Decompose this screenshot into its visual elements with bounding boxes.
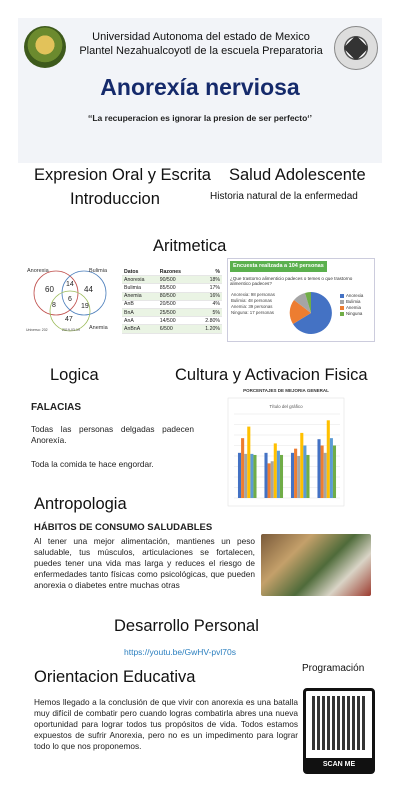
chart-bar [247,427,250,498]
section-introduccion: Introduccion [70,190,160,208]
orientacion-text: Hemos llegado a la conclusión de que vivir con anorexia es una batalla muy difícil de combatir pero cuando logras combatirla abres una nueva oportunidad para lograr todos tus propósitos de vida. Todos estamos expuestos de sufrir Anorexia, pero no es un impedimento para lograr todo lo que nos proponemos. [34,697,298,751]
chart-bar [291,453,294,498]
table-row [122,284,222,292]
bar-chart [200,386,372,511]
qr-code-pattern-icon [312,696,366,750]
chart-bar [244,454,247,498]
section-programacion: Programación [302,663,365,674]
table-cell: 90/500 [158,276,195,284]
venn-value: 6 [68,296,72,303]
chart-bar [324,453,327,498]
legend-item: Bulimia [346,299,361,304]
survey-line: Anorexia: 98 personas [231,292,275,297]
chart-bar [277,451,280,498]
venn-value: 60 [45,285,54,294]
qr-scan-label: SCAN ME [306,758,372,771]
venn-label-anemia: Anemia [89,325,108,331]
venn-value: 14 [66,281,74,288]
survey-lines [231,292,275,316]
chart-title: PORCENTAJES DE MEJORIA GENERAL [243,388,329,393]
table-cell: 5% [195,308,222,316]
venn-label-anorexia: Anorexia [27,268,49,274]
school-crest-icon [334,26,378,70]
table-row [122,325,222,333]
chart-bar [271,461,274,498]
chart-bar [297,456,300,498]
table-cell: AnB [122,300,158,308]
table-cell: BnA [122,308,158,316]
venn-diagram [26,263,118,333]
food-photo [261,534,371,596]
chart-bar [303,446,306,499]
chart-bar [300,433,303,498]
table-row [122,308,222,316]
university-crest-icon [24,26,66,68]
table-header: % [195,268,222,276]
razones-table [122,268,222,334]
table-row [122,317,222,325]
falacia-2: Toda la comida te hace engordar. [31,459,154,469]
table-cell: 25/500 [158,308,195,316]
survey-title: Encuesta realizada a 104 personas [230,261,327,272]
section-antropologia: Antropologia [34,495,127,513]
youtube-link[interactable]: https://youtu.be/GwHV-pvl70s [124,647,236,657]
habitos-text: Al tener una mejor alimentación, mantienes un peso saludable, tus músculos, articulaciones se fortalecen, puedes tener una vida mas larga y reduces el riesgo de enfermedades tanto físicas como psicológicas, que pueden anorexia o diabetes entre muchas otras [34,536,255,590]
survey-line: Anemia: 39 personas [231,304,273,309]
poster-quote: ‘‘La recuperacion es ignorar la presion de ser perfecto‘’ [87,113,313,123]
venn-label-bulimia: Bulimia [89,268,108,274]
venn-value: 44 [84,285,93,294]
table-cell: 17% [195,284,222,292]
university-line-2: Plantel Nezahualcoyotl de la escuela Preparatoria [79,45,323,57]
table-row [122,276,222,284]
chart-bar [327,420,330,498]
venn-value: 19 [81,303,89,310]
table-cell: AnA [122,317,158,325]
table-header-row [122,268,222,276]
section-desarrollo: Desarrollo Personal [114,617,259,635]
chart-bar [333,446,336,499]
university-line-1: Universidad Autonoma del estado de Mexico [92,31,310,43]
section-cultura: Cultura y Activacion Fisica [175,366,368,384]
table-cell: AnBnA [122,325,158,333]
chart-bar [241,438,244,498]
section-expresion: Expresion Oral y Escrita [34,166,211,184]
table-cell: 18% [195,276,222,284]
chart-bar [330,438,333,498]
survey-pie-chart [288,290,334,336]
legend-item: Anorexia [346,293,364,298]
table-cell: 20/500 [158,300,195,308]
chart-bar [317,439,320,498]
table-cell: 14/500 [158,317,195,325]
falacias-heading: FALACIAS [31,402,81,413]
chart-bar [238,453,241,498]
university-name [70,30,332,58]
section-aritmetica: Aritmetica [153,237,227,255]
chart-bar [280,455,283,498]
falacia-1: Todas las personas delgadas padecen Anorexía. [31,424,194,445]
table-cell: 80/500 [158,292,195,300]
table-cell: 6/500 [158,325,195,333]
survey-legend [340,293,363,317]
table-cell: 1.20% [195,325,222,333]
legend-item: Anemia [346,305,361,310]
section-salud: Salud Adolescente [229,166,366,184]
table-cell: Anorexia [122,276,158,284]
table-cell: 16% [195,292,222,300]
habitos-heading: HÁBITOS DE CONSUMO SALUDABLES [34,522,213,533]
survey-line: Bulimia: 48 personas [231,298,273,303]
chart-bar [274,443,277,498]
chart-bar [306,455,309,498]
table-cell: Bulimia [122,284,158,292]
section-orientacion: Orientacion Educativa [34,668,196,686]
table-cell: 85/500 [158,284,195,292]
chart-bar [321,446,324,499]
chart-bar [268,463,271,498]
survey-question: ¿Que trastorno alimenticio padeces o temes o que trastorno alimentico padeces? [230,276,353,286]
section-historia: Historia natural de la enfermedad [210,191,358,202]
venn-footer-left: Universo: 202 [26,328,48,332]
venn-value: 8 [52,302,56,309]
table-cell: Anemia [122,292,158,300]
chart-bar [294,449,297,498]
venn-footer-right: 2019-03-19 [62,328,80,332]
section-logica: Logica [50,366,99,384]
chart-bar [264,453,267,498]
venn-value: 47 [65,316,73,323]
chart-bar [253,455,256,498]
table-row [122,300,222,308]
table-header: Razones [158,268,195,276]
qr-code[interactable] [303,688,375,774]
poster-title: Anorexía nerviosa [100,74,300,100]
table-cell: 4% [195,300,222,308]
venn-circle-anorexia [34,271,78,315]
legend-item: Ninguna [346,311,363,316]
table-row [122,292,222,300]
survey-line: Ninguna: 17 personas [231,310,274,315]
table-header: Datos [122,268,158,276]
chart-bar [250,454,253,498]
table-cell: 2.80% [195,317,222,325]
chart-subtitle: Título del gráfico [269,404,303,409]
